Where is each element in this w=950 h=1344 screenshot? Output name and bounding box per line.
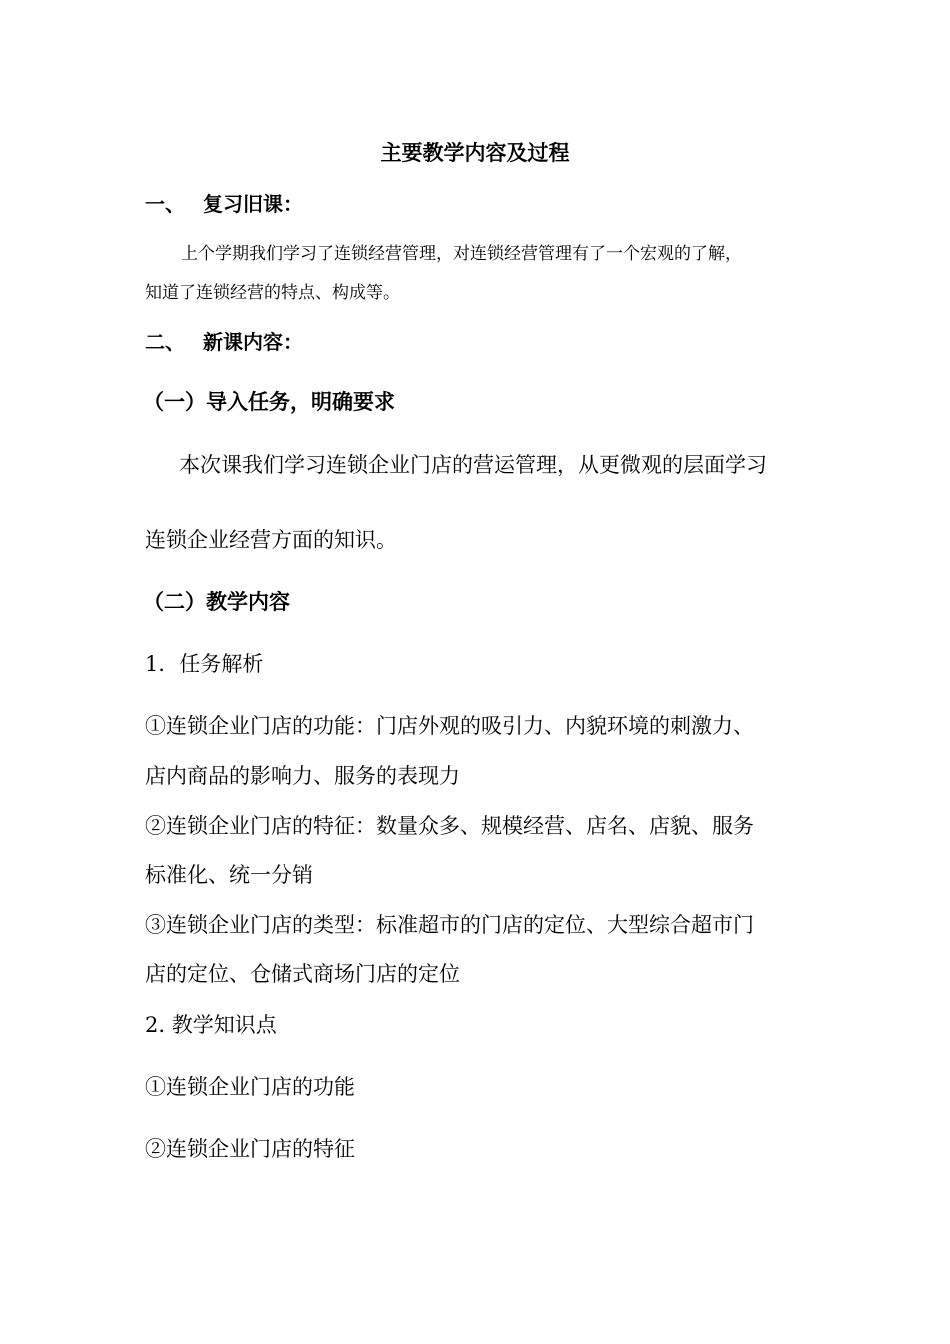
task-analysis-line: 店内商品的影响力、服务的表现力 [145, 764, 460, 788]
section-title: 复习旧课： [203, 192, 303, 216]
task-analysis-line: ①连锁企业门店的功能：门店外观的吸引力、内貌环境的刺激力、 [145, 714, 754, 738]
section-number: 一、 [145, 192, 185, 216]
section-title: 新课内容： [203, 330, 303, 354]
intro-paragraph-line-2: 连锁企业经营方面的知识。 [145, 528, 397, 552]
review-paragraph-line-1: 上个学期我们学习了连锁经营管理，对连锁经营管理有了一个宏观的了解， [181, 244, 742, 264]
item-heading-task-analysis: 1．任务解析 [145, 652, 264, 676]
subsection-heading-intro: （一）导入任务，明确要求 [143, 389, 395, 414]
intro-paragraph-line-1: 本次课我们学习连锁企业门店的营运管理，从更微观的层面学习 [179, 453, 767, 477]
knowledge-point-line: ②连锁企业门店的特征 [145, 1137, 355, 1161]
section-heading-review [145, 188, 303, 217]
section-number: 二、 [145, 330, 185, 354]
page-title: 主要教学内容及过程 [380, 140, 570, 165]
task-analysis-line: 店的定位、仓储式商场门店的定位 [145, 962, 460, 986]
task-analysis-line: ②连锁企业门店的特征：数量众多、规模经营、店名、店貌、服务 [145, 814, 754, 838]
knowledge-point-line: ①连锁企业门店的功能 [145, 1075, 355, 1099]
item-heading-knowledge-points: 2. 教学知识点 [145, 1013, 277, 1037]
section-heading-new-content [145, 326, 303, 355]
subsection-heading-teaching-content: （二）教学内容 [143, 589, 290, 614]
task-analysis-line: 标准化、统一分销 [145, 863, 313, 887]
task-analysis-line: ③连锁企业门店的类型：标准超市的门店的定位、大型综合超市门 [145, 913, 754, 937]
review-paragraph-line-2: 知道了连锁经营的特点、构成等。 [145, 283, 400, 303]
